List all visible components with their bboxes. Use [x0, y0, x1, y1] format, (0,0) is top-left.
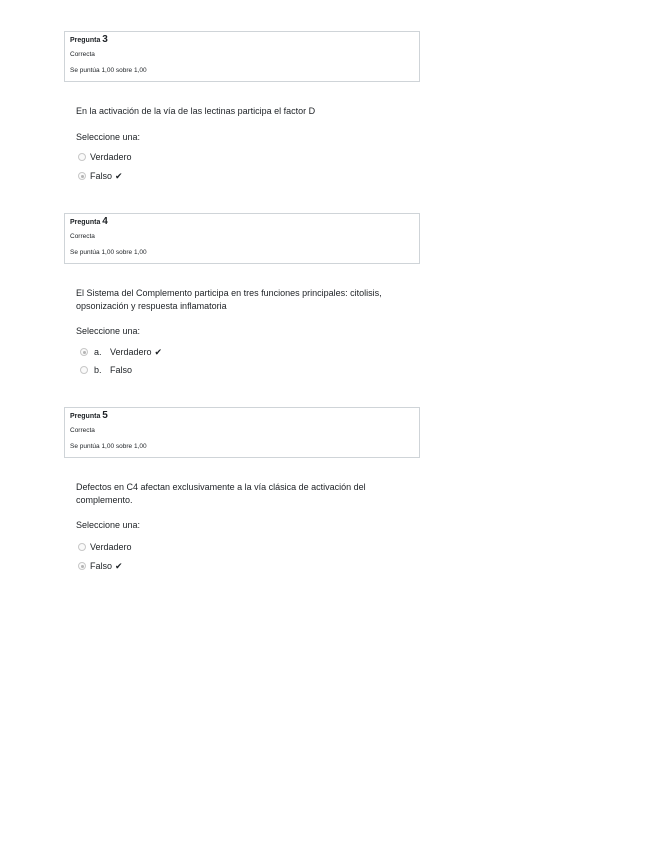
question-grade: Se puntúa 1,00 sobre 1,00: [70, 67, 147, 74]
option-label: Falso: [90, 171, 113, 181]
question-state: Correcta: [70, 233, 95, 240]
question-label: Pregunta: [70, 413, 101, 420]
option-label: Verdadero: [90, 152, 132, 162]
question-grade: Se puntúa 1,00 sobre 1,00: [70, 443, 147, 450]
option-verdadero[interactable]: [78, 541, 132, 553]
radio-button-checked[interactable]: [78, 562, 86, 570]
option-letter: b.: [94, 365, 102, 375]
radio-button[interactable]: [80, 366, 88, 374]
question-info-box: [64, 213, 420, 264]
correct-check-icon: ✔: [115, 170, 123, 181]
radio-button-checked[interactable]: [80, 348, 88, 356]
question-state: Correcta: [70, 51, 95, 58]
question-info-box: [64, 407, 420, 458]
option-label: Falso: [110, 365, 133, 375]
option-a-verdadero[interactable]: [80, 346, 162, 358]
radio-button[interactable]: [78, 543, 86, 551]
question-label: Pregunta: [70, 219, 101, 226]
option-falso[interactable]: [78, 560, 123, 572]
correct-check-icon: ✔: [115, 560, 123, 571]
question-info-box: [64, 31, 420, 82]
question-number: 4: [102, 216, 108, 227]
answer-prompt: Seleccione una:: [76, 132, 141, 142]
option-b-falso[interactable]: [80, 364, 132, 376]
question-number: 3: [102, 34, 108, 45]
question-state: Correcta: [70, 427, 95, 434]
question-text: En la activación de la vía de las lectinas participa el factor D: [76, 106, 316, 116]
radio-button-checked[interactable]: [78, 172, 86, 180]
option-label: Verdadero: [90, 542, 132, 552]
option-label: Verdadero: [110, 347, 152, 357]
question-heading: [70, 216, 108, 227]
option-letter: a.: [94, 347, 102, 357]
question-heading: [70, 410, 108, 421]
question-number: 5: [102, 410, 108, 421]
question-text: Defectos en C4 afectan exclusivamente a la vía clásica de activación del complemento.: [76, 482, 366, 505]
option-falso[interactable]: [78, 170, 123, 182]
answer-prompt: Seleccione una:: [76, 520, 141, 530]
correct-check-icon: ✔: [154, 346, 163, 357]
question-heading: [70, 34, 108, 45]
option-label: Falso: [90, 561, 113, 571]
question-grade: Se puntúa 1,00 sobre 1,00: [70, 249, 147, 256]
option-verdadero[interactable]: [78, 151, 132, 163]
question-text: El Sistema del Complemento participa en tres funciones principales: citolisis, opsonización y respuesta inflamatoria: [76, 288, 382, 311]
radio-button[interactable]: [78, 153, 86, 161]
question-label: Pregunta: [70, 37, 101, 44]
answer-prompt: Seleccione una:: [76, 326, 141, 336]
